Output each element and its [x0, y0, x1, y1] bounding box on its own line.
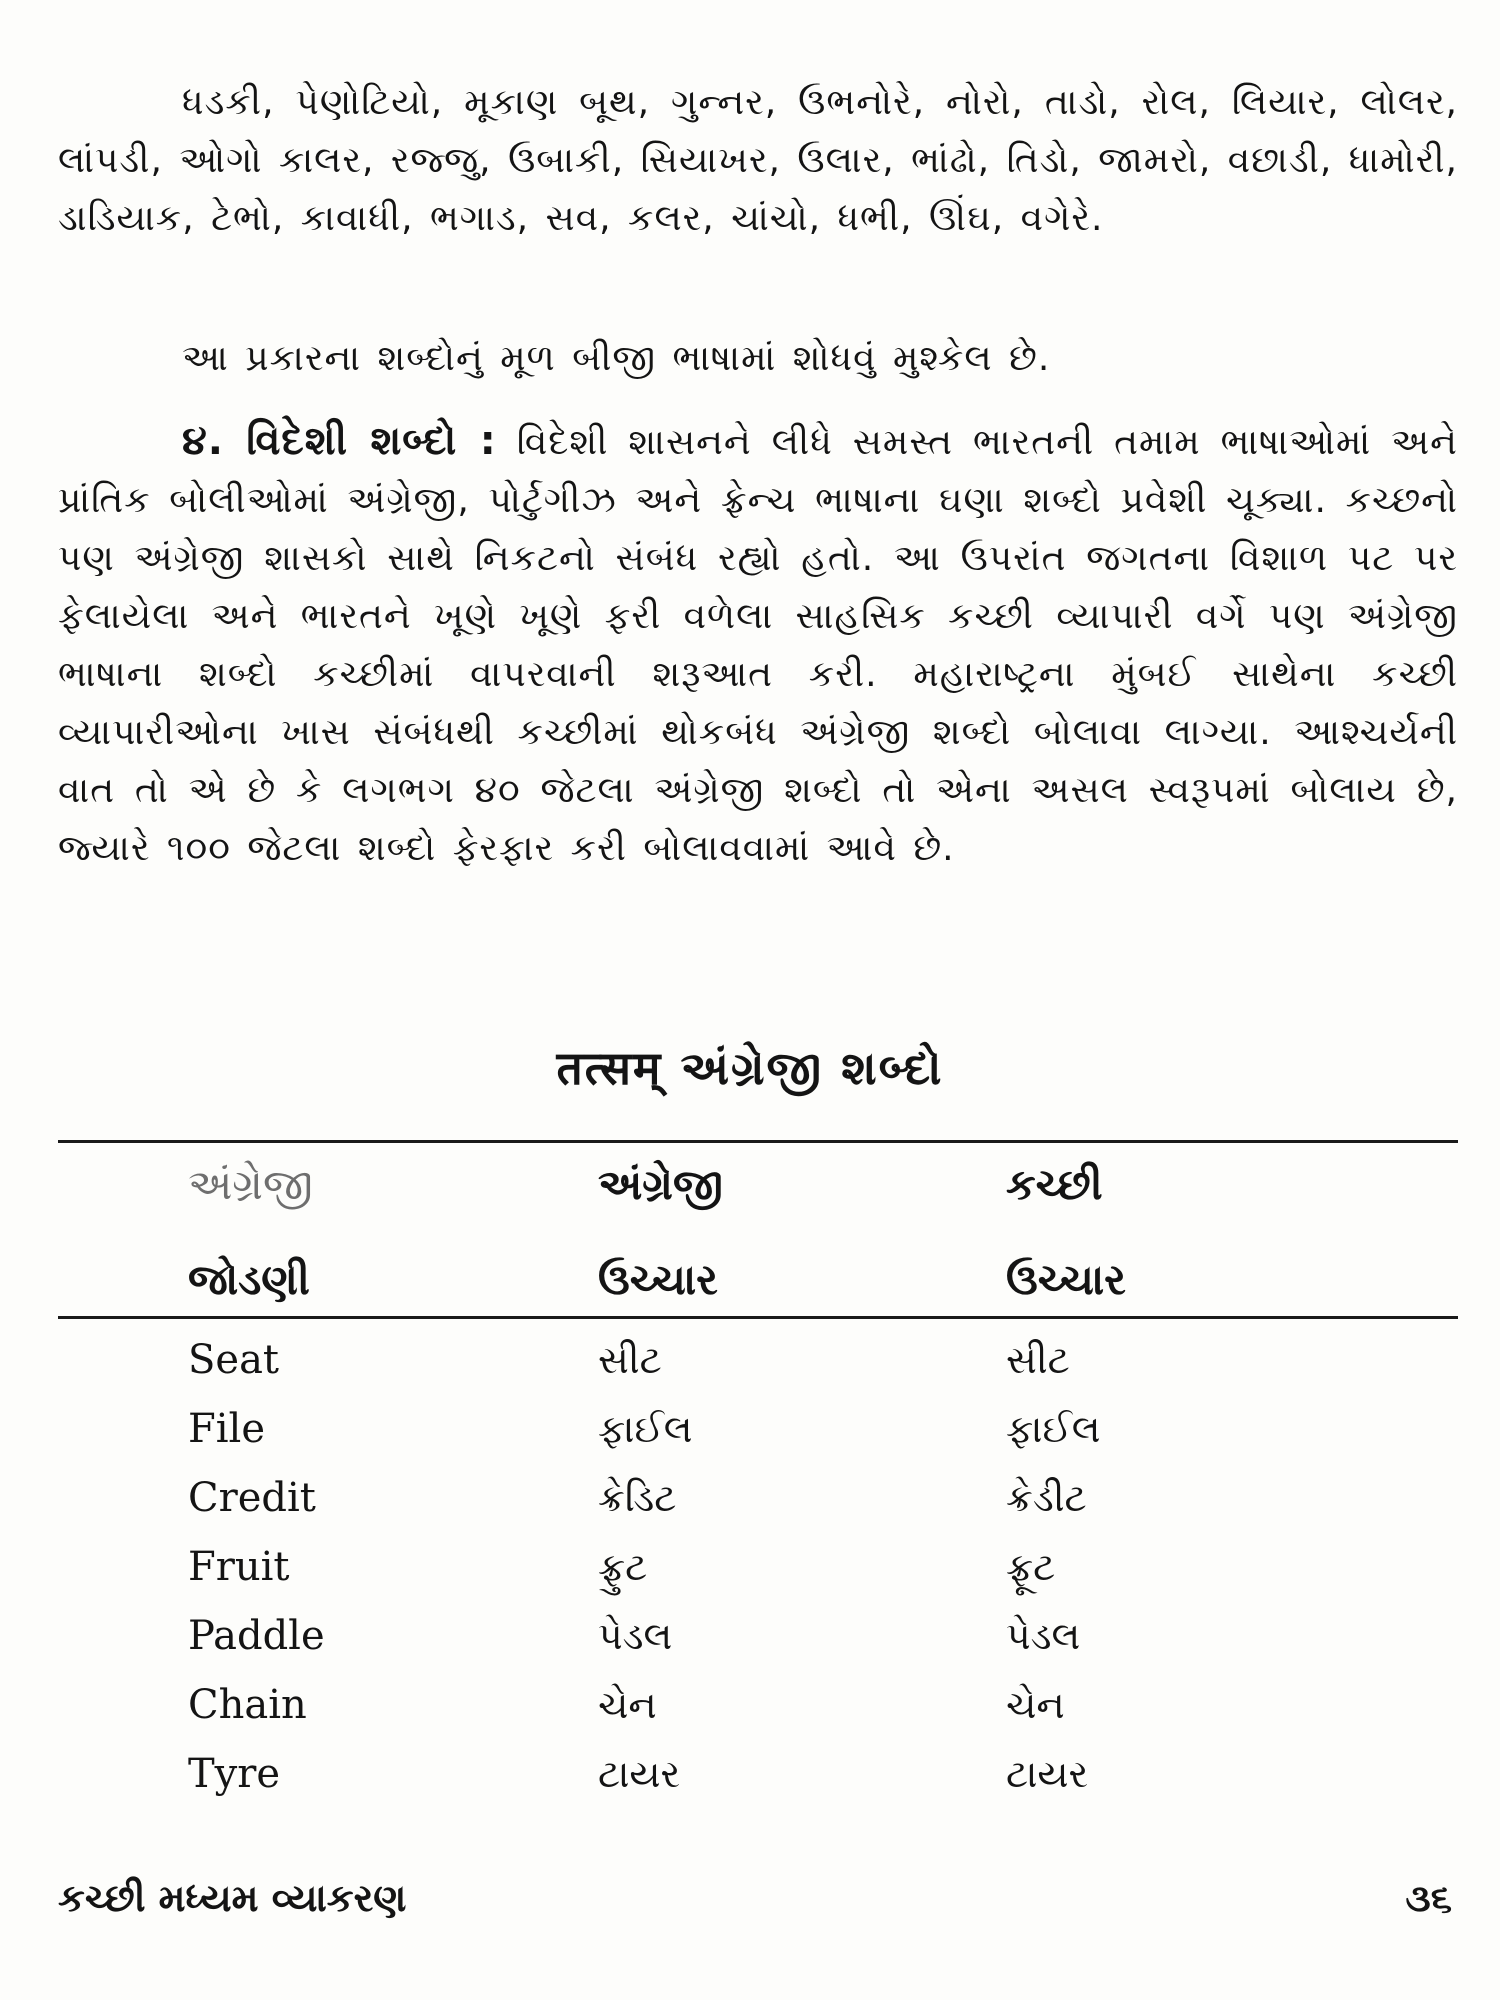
- word-list-paragraph: ધડકી, પેણોટિયો, મૂકાણ બૂથ, ગુન્નર, ઉભનોરે, નોરો, તાડો, રોલ, લિયાર, લોલર, લાંપડી, ઓગો કાલર, રજ્જુ, ઉબાકી, સિયાખર, ઉલાર, ભાંઢો, તિડો, જામરો, વછાડી, ધામોરી, ડાડિયાક, ટેભો, કાવાધી, ભગાડ, સવ, કલર, ચાંચો, ધભી, ઊંઘ, વગેરે.: [58, 82, 1458, 239]
- table-body: [0, 1326, 1500, 1809]
- kutchi-pronunciation-cell: સીટ: [1006, 1338, 1070, 1382]
- table-top-rule: [58, 1140, 1458, 1143]
- english-spelling-cell: Fruit: [188, 1544, 290, 1590]
- kutchi-pronunciation-cell: ફાઈલ: [1006, 1407, 1101, 1451]
- header-english-spelling-line2: જોડણી: [188, 1255, 310, 1304]
- english-spelling-cell: Seat: [188, 1337, 279, 1383]
- kutchi-pronunciation-cell: ટાયર: [1006, 1752, 1089, 1796]
- english-spelling-cell: Tyre: [188, 1751, 281, 1797]
- english-pronunciation-cell: ચેન: [598, 1683, 657, 1727]
- english-pronunciation-cell: ક્રેડિટ: [598, 1476, 677, 1520]
- table-row: [0, 1671, 1500, 1740]
- english-pronunciation-cell: ફાઈલ: [598, 1407, 693, 1451]
- table-row: [0, 1464, 1500, 1533]
- header-kutchi-pronunciation-line2: ઉચ્ચાર: [1006, 1255, 1126, 1304]
- origin-note-paragraph: આ પ્રકારના શબ્દોનું મૂળ બીજી ભાષામાં શોધવું મુશ્કેલ છે.: [182, 338, 1051, 379]
- english-spelling-cell: Credit: [188, 1475, 316, 1521]
- english-spelling-cell: Paddle: [188, 1613, 325, 1659]
- footer-book-title: કચ્છી મધ્યમ વ્યાકરણ: [58, 1876, 407, 1920]
- header-english-pronunciation-line2: ઉચ્ચાર: [598, 1255, 718, 1304]
- header-kutchi-pronunciation-line1: કચ્છી: [1006, 1160, 1103, 1209]
- english-pronunciation-cell: ટાયર: [598, 1752, 681, 1796]
- kutchi-pronunciation-cell: પેડલ: [1006, 1614, 1081, 1658]
- table-row: [0, 1395, 1500, 1464]
- section-body: વિદેશી શાસનને લીધે સમસ્ત ભારતની તમામ ભાષાઓમાં અને પ્રાંતિક બોલીઓમાં અંગ્રેજી, પોર્ટુગીઝ અને ફ્રેન્ચ ભાષાના ઘણા શબ્દો પ્રવેશી ચૂક્યા. કચ્છનો પણ અંગ્રેજી શાસકો સાથે નિકટનો સંબંધ રહ્યો હતો. આ ઉપરાંત જગતના વિશાળ પટ પર ફેલાયેલા અને ભારતને ખૂણે ખૂણે ફરી વળેલા સાહસિક કચ્છી વ્યાપારી વર્ગે પણ અંગ્રેજી ભાષાના શબ્દો કચ્છીમાં વાપરવાની શરૂઆત કરી. મહારાષ્ટ્રના મુંબઈ સાથેના કચ્છી વ્યાપારીઓના ખાસ સંબંધથી કચ્છીમાં થોકબંધ અંગ્રેજી શબ્દો બોલાવા લાગ્યા. આશ્ચર્યની વાત તો એ છે કે લગભગ ૪૦ જેટલા અંગ્રેજી શબ્દો તો એના અસલ સ્વરૂપમાં બોલાય છે, જ્યારે ૧૦૦ જેટલા શબ્દો ફેરફાર કરી બોલાવવામાં આવે છે.: [58, 422, 1458, 869]
- table-header-rule: [58, 1316, 1458, 1319]
- table-row: [0, 1740, 1500, 1809]
- table-row: [0, 1326, 1500, 1395]
- header-english-pronunciation-line1: અંગ્રેજી: [598, 1160, 723, 1209]
- page-number: ૩૬: [1405, 1876, 1452, 1920]
- english-pronunciation-cell: પેડલ: [598, 1614, 673, 1658]
- english-pronunciation-cell: ફ્રુટ: [598, 1545, 648, 1589]
- english-pronunciation-cell: સીટ: [598, 1338, 662, 1382]
- english-spelling-cell: File: [188, 1406, 266, 1452]
- kutchi-pronunciation-cell: ફ્રૂટ: [1006, 1545, 1056, 1589]
- english-spelling-cell: Chain: [188, 1682, 307, 1728]
- header-english-spelling-line1: અંગ્રેજી: [188, 1160, 313, 1209]
- foreign-words-paragraph: [58, 412, 1458, 878]
- table-row: [0, 1602, 1500, 1671]
- table-title: तत्सम् અંગ્રેજી શબ્દો: [556, 1041, 944, 1095]
- table-row: [0, 1533, 1500, 1602]
- section-heading: ૪. વિદેશી શબ્દો :: [182, 418, 497, 464]
- kutchi-pronunciation-cell: ક્રેડીટ: [1006, 1476, 1087, 1520]
- kutchi-pronunciation-cell: ચેન: [1006, 1683, 1065, 1727]
